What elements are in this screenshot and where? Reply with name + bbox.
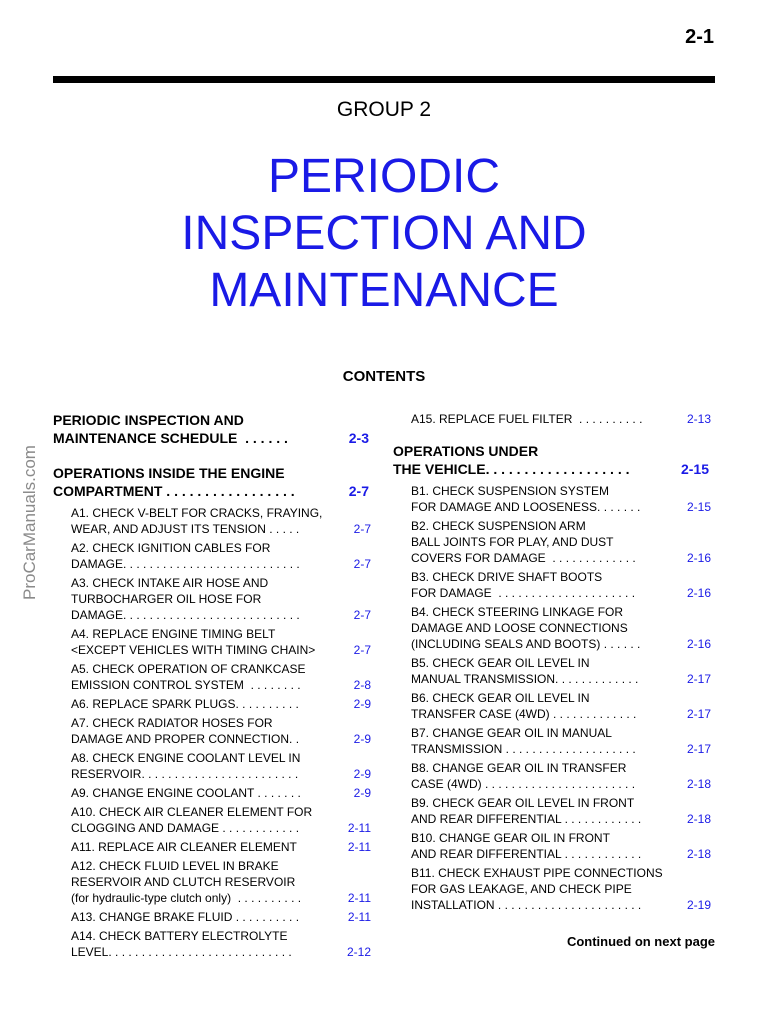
contents-heading: CONTENTS	[342, 368, 426, 385]
toc-page-link[interactable]: 2-17	[686, 742, 711, 756]
toc-entry-text: B4. CHECK STEERING LINKAGE FOR DAMAGE AND LOOSE CONNECTIONS (INCLUDING SEALS AND BOOTS) . . . . . .	[411, 605, 641, 651]
toc-page-link[interactable]: 2-7	[353, 608, 371, 622]
toc-page-link[interactable]: 2-3	[348, 430, 369, 446]
toc-entry[interactable]	[393, 725, 711, 757]
group-label: GROUP 2	[336, 98, 432, 121]
toc-entry-text: A11. REPLACE AIR CLEANER ELEMENT	[71, 840, 297, 854]
toc-page-link[interactable]: 2-9	[353, 732, 371, 746]
toc-entry-text: B7. CHANGE GEAR OIL IN MANUAL TRANSMISSION . . . . . . . . . . . . . . . . . . . .	[411, 726, 636, 756]
toc-page-link[interactable]: 2-9	[353, 697, 371, 711]
toc-entry-text: B9. CHECK GEAR OIL LEVEL IN FRONT AND REAR DIFFERENTIAL . . . . . . . . . . . .	[411, 796, 642, 826]
toc-entry-text: A2. CHECK IGNITION CABLES FOR DAMAGE. . . . . . . . . . . . . . . . . . . . . . . . . . .	[71, 541, 300, 571]
toc-entry-text: A10. CHECK AIR CLEANER ELEMENT FOR CLOGGING AND DAMAGE . . . . . . . . . . . .	[71, 805, 313, 835]
toc-entry-text: A4. REPLACE ENGINE TIMING BELT <EXCEPT VEHICLES WITH TIMING CHAIN>	[71, 627, 316, 657]
toc-entry-text: A15. REPLACE FUEL FILTER . . . . . . . . . .	[411, 412, 643, 426]
toc-entry[interactable]	[53, 696, 371, 712]
toc-page-link[interactable]: 2-15	[686, 500, 711, 514]
toc-entry-text: A13. CHANGE BRAKE FLUID . . . . . . . . . .	[71, 910, 300, 924]
toc-page-link[interactable]: 2-11	[347, 910, 371, 924]
toc-entry[interactable]	[393, 655, 711, 687]
continued-note: Continued on next page	[566, 934, 715, 949]
title-line-3: MAINTENANCE	[209, 264, 559, 317]
toc-entry-text: A14. CHECK BATTERY ELECTROLYTE LEVEL. . . . . . . . . . . . . . . . . . . . . . . . . . . .	[71, 929, 292, 959]
toc-page-link[interactable]: 2-13	[686, 412, 711, 426]
toc-entry-text: PERIODIC INSPECTION AND MAINTENANCE SCHEDULE . . . . . .	[53, 412, 288, 446]
toc-entry[interactable]	[393, 795, 711, 827]
toc-entry[interactable]	[393, 830, 711, 862]
toc-entry[interactable]	[53, 575, 371, 623]
toc-page-link[interactable]: 2-18	[686, 777, 711, 791]
toc-page-link[interactable]: 2-16	[686, 586, 711, 600]
toc-page-link[interactable]: 2-17	[686, 672, 711, 686]
toc-gap	[53, 452, 371, 464]
toc-left-column	[53, 411, 371, 963]
toc-entry-text: A1. CHECK V-BELT FOR CRACKS, FRAYING, WEAR, AND ADJUST ITS TENSION . . . . .	[71, 506, 323, 536]
toc-page-link[interactable]: 2-9	[353, 767, 371, 781]
toc-entry-text: B5. CHECK GEAR OIL LEVEL IN MANUAL TRANSMISSION. . . . . . . . . . . . .	[411, 656, 639, 686]
toc-page-link[interactable]: 2-7	[353, 643, 371, 657]
toc-page-link[interactable]: 2-16	[686, 637, 711, 651]
toc-gap	[393, 430, 711, 442]
toc-entry[interactable]	[53, 661, 371, 693]
toc-page-link[interactable]: 2-18	[686, 847, 711, 861]
toc-entry[interactable]	[53, 626, 371, 658]
toc-entry-text: A12. CHECK FLUID LEVEL IN BRAKE RESERVOIR AND CLUTCH RESERVOIR (for hydraulic-type clutch only) . . . . . . . . . .	[71, 859, 302, 905]
toc-entry-text: A8. CHECK ENGINE COOLANT LEVEL IN RESERVOIR. . . . . . . . . . . . . . . . . . . . . . . .	[71, 751, 301, 781]
toc-entry-text: A5. CHECK OPERATION OF CRANKCASE EMISSION CONTROL SYSTEM . . . . . . . .	[71, 662, 306, 692]
toc-entry-text: B2. CHECK SUSPENSION ARM BALL JOINTS FOR PLAY, AND DUST COVERS FOR DAMAGE . . . . . . . . . . . . .	[411, 519, 636, 565]
toc-entry[interactable]	[53, 785, 371, 801]
toc-right-column	[393, 411, 711, 916]
toc-entry[interactable]	[53, 928, 371, 960]
toc-page-link[interactable]: 2-18	[686, 812, 711, 826]
toc-section-heading[interactable]	[53, 411, 371, 447]
page-title	[0, 148, 768, 319]
toc-page-link[interactable]: 2-11	[347, 891, 371, 905]
toc-page-link[interactable]: 2-8	[353, 678, 371, 692]
toc-entry[interactable]	[393, 690, 711, 722]
toc-entry[interactable]	[393, 518, 711, 566]
title-line-1: PERIODIC	[267, 150, 501, 203]
toc-entry[interactable]	[53, 839, 371, 855]
toc-section-heading[interactable]	[393, 442, 711, 478]
top-rule-divider	[53, 76, 715, 83]
toc-entry[interactable]	[53, 540, 371, 572]
watermark: ProCarManuals.com	[20, 445, 39, 600]
toc-page-link[interactable]: 2-12	[346, 945, 371, 959]
toc-entry[interactable]	[393, 569, 711, 601]
toc-entry-text: B8. CHANGE GEAR OIL IN TRANSFER CASE (4WD) . . . . . . . . . . . . . . . . . . . . . . .	[411, 761, 636, 791]
toc-entry[interactable]	[53, 750, 371, 782]
toc-entry-text: OPERATIONS UNDER THE VEHICLE. . . . . . . . . . . . . . . . . . .	[393, 443, 630, 477]
toc-entry[interactable]	[393, 865, 711, 913]
toc-page-link[interactable]: 2-7	[353, 557, 371, 571]
page-number: 2-1	[685, 26, 714, 48]
toc-entry[interactable]	[53, 858, 371, 906]
toc-entry[interactable]	[393, 411, 711, 427]
toc-page-link[interactable]: 2-17	[686, 707, 711, 721]
toc-page-link[interactable]: 2-9	[353, 786, 371, 800]
toc-entry-text: A6. REPLACE SPARK PLUGS. . . . . . . . . .	[71, 697, 299, 711]
toc-page-link[interactable]: 2-7	[353, 522, 371, 536]
toc-page-link[interactable]: 2-19	[686, 898, 711, 912]
toc-entry-text: B6. CHECK GEAR OIL LEVEL IN TRANSFER CASE (4WD) . . . . . . . . . . . . .	[411, 691, 637, 721]
toc-entry[interactable]	[393, 760, 711, 792]
toc-entry-text: B11. CHECK EXHAUST PIPE CONNECTIONS FOR GAS LEAKAGE, AND CHECK PIPE INSTALLATION . . . . . . . . . . . . . . . . . . . . . .	[411, 866, 663, 912]
toc-entry[interactable]	[53, 505, 371, 537]
toc-entry-text: A3. CHECK INTAKE AIR HOSE AND TURBOCHARGER OIL HOSE FOR DAMAGE. . . . . . . . . . . . . . . . . . . . . . . . . . .	[71, 576, 300, 622]
toc-section-heading[interactable]	[53, 464, 371, 500]
toc-entry[interactable]	[53, 804, 371, 836]
toc-page-link[interactable]: 2-11	[347, 821, 371, 835]
toc-entry-text: A9. CHANGE ENGINE COOLANT . . . . . . .	[71, 786, 301, 800]
title-line-2: INSPECTION AND	[181, 207, 587, 260]
toc-entry-text: B10. CHANGE GEAR OIL IN FRONT AND REAR DIFFERENTIAL . . . . . . . . . . . .	[411, 831, 642, 861]
toc-page-link[interactable]: 2-16	[686, 551, 711, 565]
toc-entry-text: OPERATIONS INSIDE THE ENGINE COMPARTMENT . . . . . . . . . . . . . . . . .	[53, 465, 295, 499]
toc-entry[interactable]	[393, 604, 711, 652]
toc-entry-text: A7. CHECK RADIATOR HOSES FOR DAMAGE AND PROPER CONNECTION. .	[71, 716, 300, 746]
toc-page-link[interactable]: 2-7	[348, 483, 369, 499]
toc-entry-text: B3. CHECK DRIVE SHAFT BOOTS FOR DAMAGE . . . . . . . . . . . . . . . . . . . . .	[411, 570, 636, 600]
toc-page-link[interactable]: 2-11	[347, 840, 371, 854]
toc-entry[interactable]	[53, 909, 371, 925]
toc-entry[interactable]	[393, 483, 711, 515]
toc-entry[interactable]	[53, 715, 371, 747]
toc-page-link[interactable]: 2-15	[680, 461, 709, 477]
toc-entry-text: B1. CHECK SUSPENSION SYSTEM FOR DAMAGE AND LOOSENESS. . . . . . .	[411, 484, 641, 514]
